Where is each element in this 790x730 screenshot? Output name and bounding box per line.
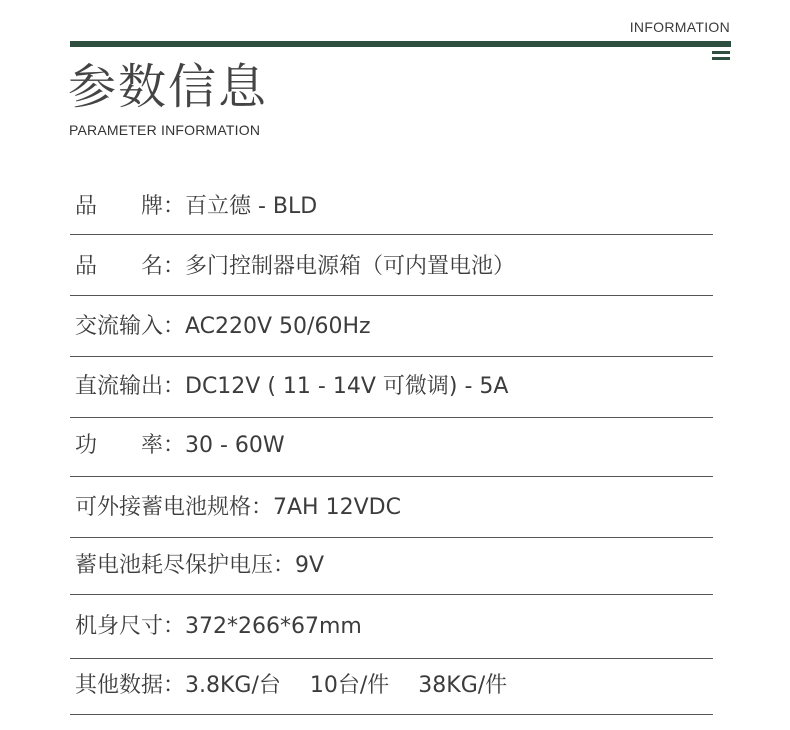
top-rule <box>70 41 731 47</box>
param-row-dimensions <box>70 595 713 659</box>
param-row-other <box>70 659 713 715</box>
param-text: 功 率：30 - 60W <box>75 433 285 458</box>
param-row-battery-protect <box>70 538 713 595</box>
param-row-name <box>70 235 713 296</box>
param-text: 可外接蓄电池规格：7AH 12VDC <box>75 495 401 520</box>
param-text: 品 名：多门控制器电源箱（可内置电池） <box>75 254 516 279</box>
param-row-ac-input <box>70 296 713 357</box>
page-subtitle: PARAMETER INFORMATION <box>69 122 261 138</box>
param-text: 其他数据：3.8KG/台 10台/件 38KG/件 <box>75 673 508 698</box>
param-row-power <box>70 418 713 477</box>
info-label: INFORMATION <box>629 19 730 35</box>
param-text: 品 牌：百立德 - BLD <box>75 194 318 219</box>
menu-icon[interactable] <box>712 51 730 60</box>
param-text: 直流输出：DC12V ( 11 - 14V 可微调) - 5A <box>75 374 509 399</box>
param-row-battery-spec <box>70 477 713 538</box>
param-text: 蓄电池耗尽保护电压：9V <box>75 553 325 578</box>
page-title: 参数信息 <box>68 59 269 115</box>
param-text: 机身尺寸：372*266*67mm <box>75 614 362 639</box>
param-row-dc-output <box>70 357 713 418</box>
param-text: 交流输入：AC220V 50/60Hz <box>75 314 371 339</box>
param-row-brand <box>70 180 713 235</box>
